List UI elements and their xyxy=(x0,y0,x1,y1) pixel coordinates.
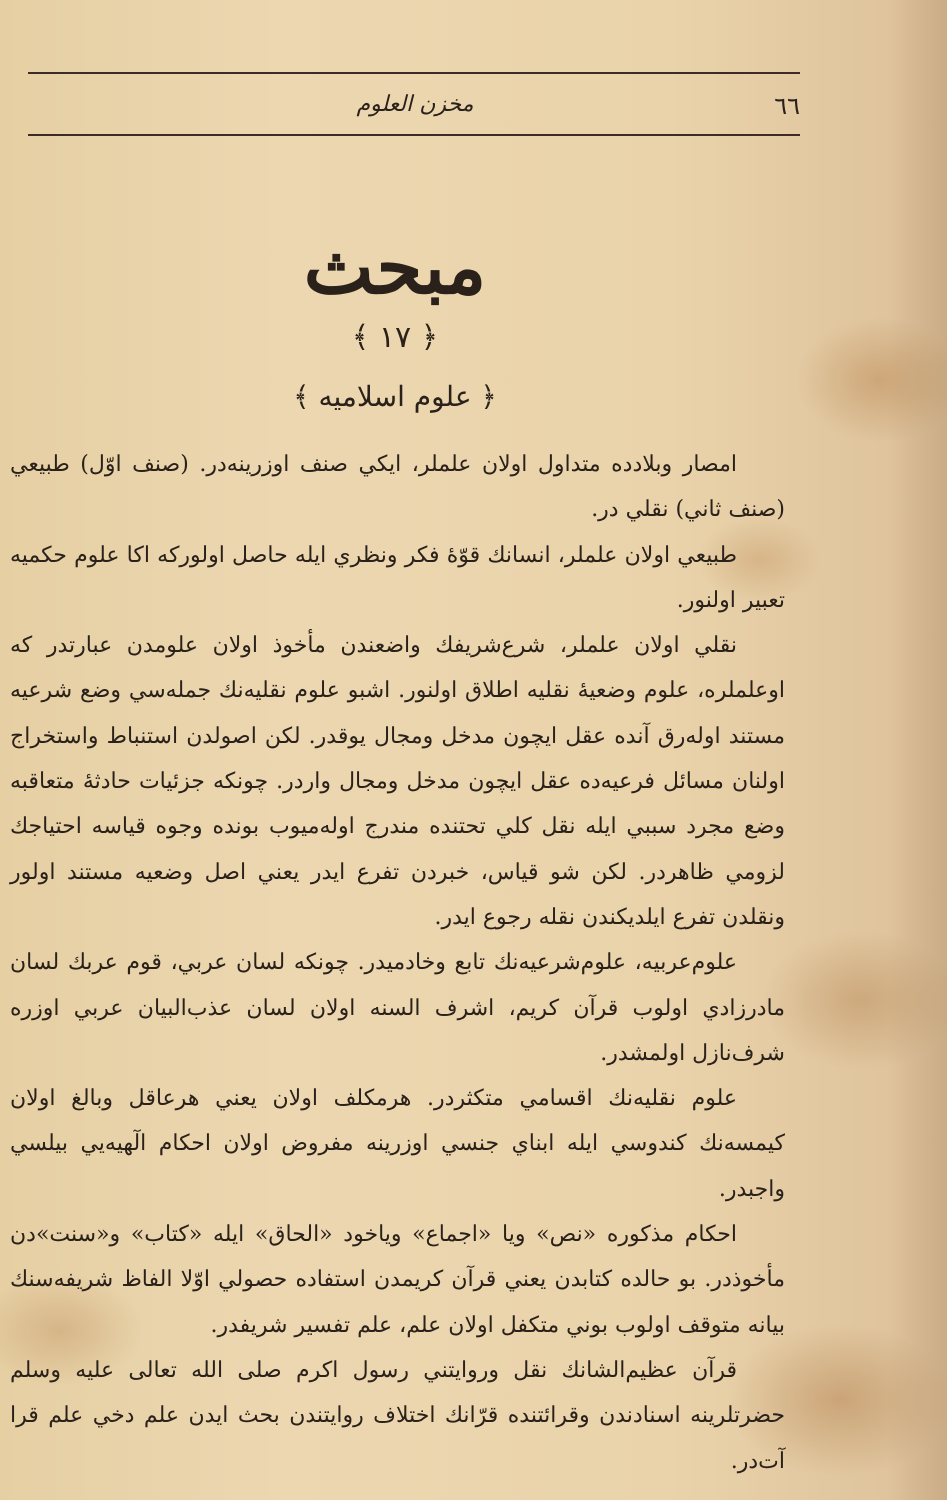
header-rule xyxy=(28,134,800,136)
body-text xyxy=(10,442,785,1484)
paragraph-7: قرآن عظيم‌الشانك نقل وروايتني رسول اكرم صلى الله تعالى عليه وسلم حضرتلرينه اسنادندن وقرائتنده قرّانك اختلاف روايتندن بحث ايدن علم دخي علم قرا آت‌در. xyxy=(10,1357,785,1474)
chapter-number: ﴿ ١٧ ﴾ xyxy=(351,320,439,355)
paragraph-4: علوم‌عربيه، علوم‌شرعيه‌نك تابع وخادميدر. چونكه لسان عربي، قوم عربك لسان مادرزادي اولوب قرآن كريم، اشرف السنه اولان لسان عذب‌البيان عربي اوزره شرف‌نازل اولمشدر. xyxy=(10,950,785,1066)
paragraph-6: احكام مذكوره «نص» ويا «اجماع» وياخود «الحاق» ايله «كتاب» و«سنت»دن مأخوذدر. بو حالده كتابدن يعني قرآن كريمدن استفاده حصولي اوّلا الفاظ شريفه‌سنك بيانه متوقف اولوب بوني متكفل اولان علم، علم تفسير شريفدر. xyxy=(10,1222,785,1338)
paragraph-1: امصار وبلادده متداول اولان علملر، ايکي صنف اوزرينه‌در. (صنف اوّل) طبيعي (صنف ثاني) نقلي در. xyxy=(10,452,785,523)
chapter-heading: مبحث xyxy=(303,225,487,311)
paragraph-2: طبيعي اولان علملر، انسانك قوّهٔ فكر ونظري ايله حاصل اولوركه اكا علوم حكميه تعبير اولنور. xyxy=(10,542,785,613)
paragraph-5: علوم نقليه‌نك اقسامي متكثردر. هرمكلف اولان يعني هرعاقل وبالغ اولان كيمسه‌نك كندوسي ايله ابناي جنسي اوزرينه مفروض اولان احكام الٓهيه‌يي بيلسي واجبدر. xyxy=(10,1086,785,1202)
running-head xyxy=(30,88,800,128)
running-title: مخزن العلوم xyxy=(356,92,474,117)
page-edge-shading xyxy=(887,0,947,1500)
section-title: ﴿ علوم اسلاميه ﴾ xyxy=(293,380,497,413)
page-number: ٦٦ xyxy=(774,92,800,120)
paragraph-3: نقلي اولان علملر، شرع‌شريفك واضعندن مأخوذ اولان علومدن عبارتدر كه اوعلملره، علوم وضعيهٔ نقليه اطلاق اولنور. اشبو علوم نقليه‌نك جمله‌سي وضع شرعيه مستند اوله‌رق آنده عقل ايچون مدخل ومجال يوقدر. لكن اصولدن استنباط واستخراج اولنان مسائل فرعيه‌ده عقل ايچون مدخل ومجال واردر. چونكه جزئيات حادثهٔ متعاقبه وضع مجرد سببي ايله نقل كلي تحتنده مندرج اوله‌ميوب بونده وجوه قياسه احتياجك لزومي ظاهردر. لكن شو قياس، خبردن تفرع ايدر يعني اصل وضعيه مستند اولور ونقلدن تفرع ايلديكندن نقله رجوع ايدر. xyxy=(10,633,785,930)
top-rule xyxy=(28,72,800,74)
